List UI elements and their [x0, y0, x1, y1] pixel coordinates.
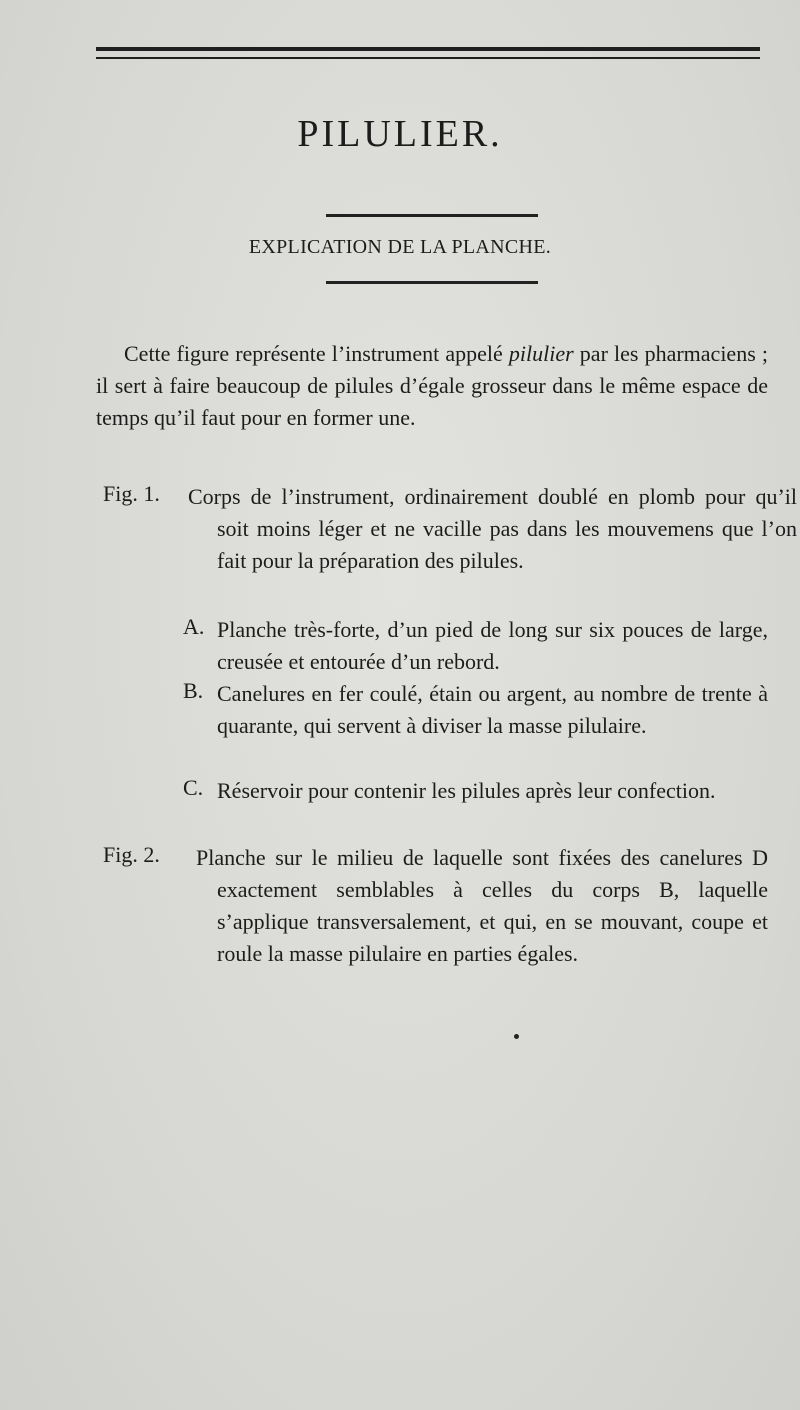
top-thick-rule — [96, 47, 760, 51]
intro-italic-term: pilulier — [508, 341, 574, 366]
item-c-text: Réservoir pour contenir les pilules après leur confection. — [217, 778, 716, 803]
item-a-label: A. — [183, 614, 205, 639]
item-b-label: B. — [183, 678, 204, 703]
page-title: PILULIER. — [297, 113, 503, 155]
intro-paragraph — [96, 338, 768, 434]
subtitle-rule-top — [326, 214, 538, 217]
ink-dot — [514, 1034, 519, 1039]
fig2-text: Planche sur le milieu de laquelle sont fixées des canelures D exactement semblables à celles du corps B, laquelle s’applique transversalement, et qui, en se mouvant, coupe et roule la masse pilulaire en parties égales. — [196, 845, 768, 966]
intro-text-end: par les pharmaciens ; il sert à faire beaucoup de pilules d’égale grosseur dans le même espace de temps qu’il faut pour en former une. — [96, 341, 768, 430]
page-subtitle: EXPLICATION DE LA PLANCHE. — [248, 236, 552, 258]
intro-text-start: Cette figure représente l’instrument appelé — [124, 341, 509, 366]
subtitle-rule-bottom — [326, 281, 538, 284]
item-a-text: Planche très-forte, d’un pied de long sur six pouces de large, creusée et entourée d’un rebord. — [217, 617, 768, 674]
item-b-text: Canelures en fer coulé, étain ou argent, au nombre de trente à quarante, qui servent à diviser la masse pilulaire. — [217, 681, 768, 738]
item-c-label: C. — [183, 775, 204, 800]
fig1-label: Fig. 1. — [103, 481, 160, 506]
top-thin-rule — [96, 57, 760, 59]
fig1-description — [188, 481, 797, 577]
fig1-text: Corps de l’instrument, ordinairement doublé en plomb pour qu’il soit moins léger et ne vacille pas dans les mouvemens que l’on fait pour la préparation des pilules. — [188, 484, 797, 573]
fig2-label: Fig. 2. — [103, 842, 160, 867]
